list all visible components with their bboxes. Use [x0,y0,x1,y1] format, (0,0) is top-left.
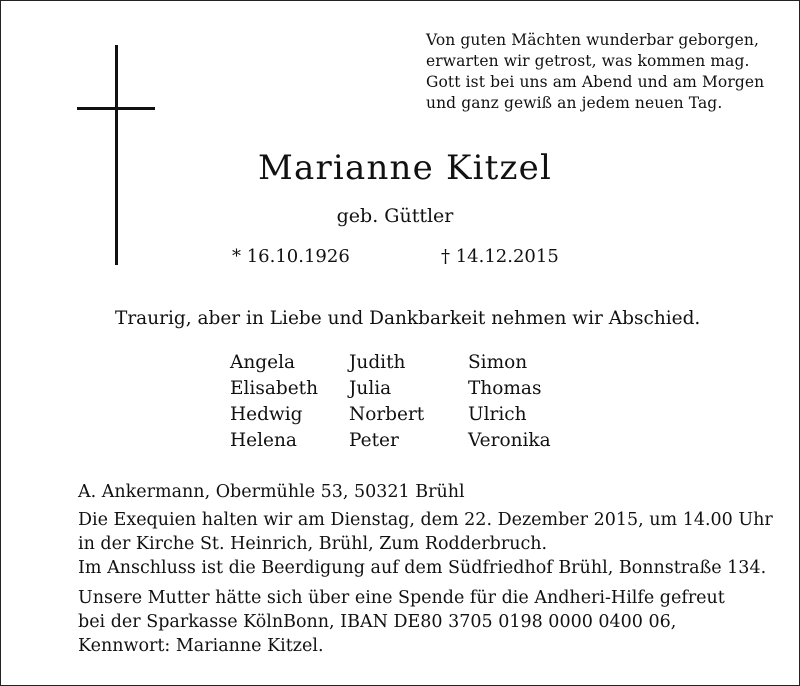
mourner-name: Hedwig [230,404,303,425]
donation-line: Kennwort: Marianne Kitzel. [78,636,324,656]
mourners-list [230,350,590,454]
mourner-name: Angela [230,352,296,373]
donation-line: Unsere Mutter hätte sich über eine Spende für die Andheri-Hilfe gefreut [78,588,725,608]
mourner-name: Thomas [468,378,542,399]
death-date: † 14.12.2015 [441,246,559,267]
poem-line: Gott ist bei uns am Abend und am Morgen [426,73,765,91]
service-info [78,508,778,580]
maiden-name: geb. Güttler [336,205,454,227]
birth-date: * 16.10.1926 [232,246,350,267]
poem-line: und ganz gewiß an jedem neuen Tag. [426,94,723,112]
service-line: in der Kirche St. Heinrich, Brühl, Zum Rodderbruch. [78,534,548,554]
contact-address: A. Ankermann, Obermühle 53, 50321 Brühl [78,482,465,502]
mourner-name: Judith [349,352,406,373]
poem-line: erwarten wir getrost, was kommen mag. [426,52,750,70]
poem [426,30,786,114]
poem-line: Von guten Mächten wunderbar geborgen, [426,31,760,49]
donation-line: bei der Sparkasse KölnBonn, IBAN DE80 3705 0198 0000 0400 06, [78,612,677,632]
mourner-name: Norbert [349,404,425,425]
cross-horizontal-bar [77,107,155,110]
service-line: Im Anschluss ist die Beerdigung auf dem Südfriedhof Brühl, Bonnstraße 134. [78,558,767,578]
deceased-name: Marianne Kitzel [257,148,553,188]
mourner-name: Elisabeth [230,378,319,399]
mourner-name: Julia [349,378,392,399]
service-line: Die Exequien halten wir am Dienstag, dem 22. Dezember 2015, um 14.00 Uhr [78,510,773,530]
donation-info [78,586,778,658]
farewell-text: Traurig, aber in Liebe und Dankbarkeit nehmen wir Abschied. [115,308,701,329]
mourner-name: Simon [468,352,528,373]
cross-vertical-bar [115,45,118,265]
notice-details [78,480,778,658]
mourner-name: Helena [230,430,297,451]
mourner-name: Ulrich [468,404,527,425]
mourner-name: Peter [349,430,399,451]
mourner-name: Veronika [468,430,551,451]
